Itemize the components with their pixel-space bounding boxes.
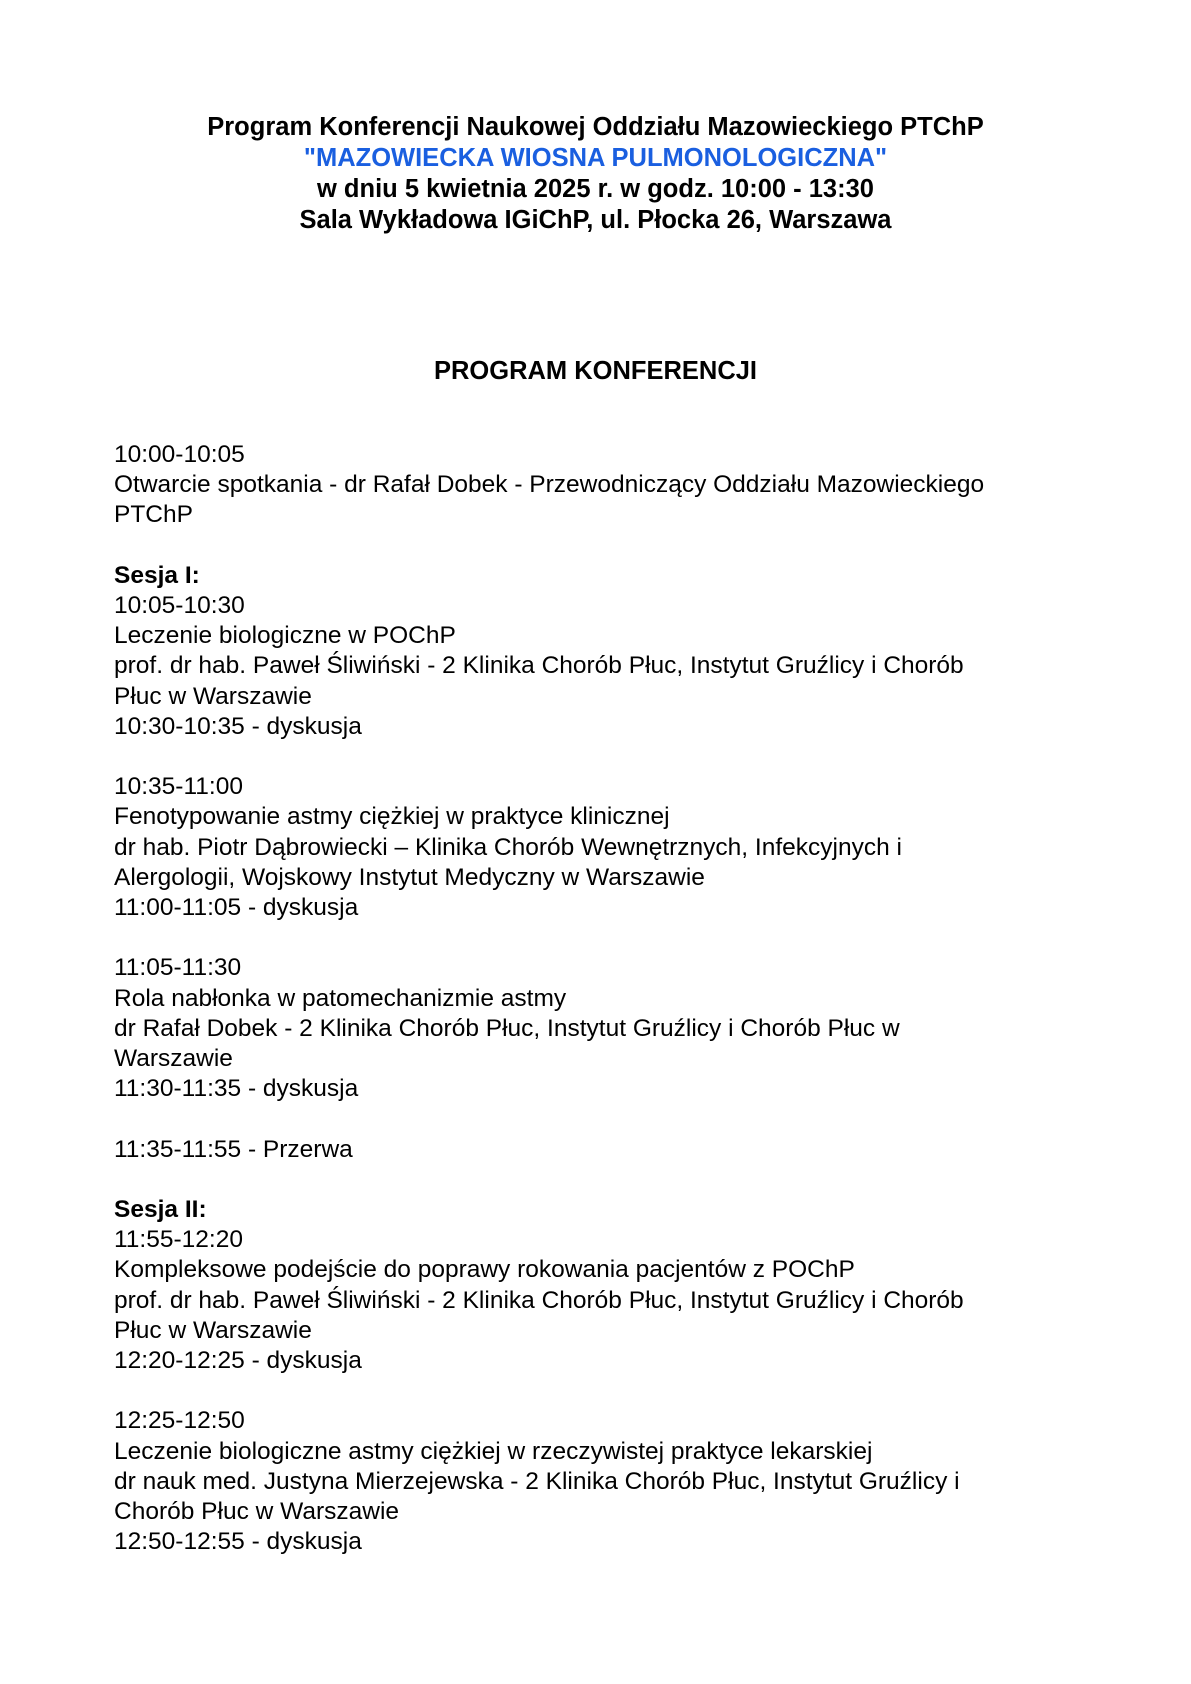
talk-speaker: dr Rafał Dobek - 2 Klinika Chorób Płuc, Instytut Gruźlicy i Chorób Płuc w — [114, 1014, 900, 1042]
session2-label: Sesja II: — [114, 1196, 207, 1223]
session1-talk1 — [114, 561, 1074, 742]
document-header — [0, 112, 1191, 236]
talk-speaker-cont: Płuc w Warszawie — [114, 682, 312, 710]
talk-discussion: 11:00-11:05 - dyskusja — [114, 894, 359, 922]
session2-talk2 — [114, 1406, 1074, 1557]
conference-date: w dniu 5 kwietnia 2025 r. w godz. 10:00 - 13:30 — [317, 175, 874, 203]
break-text: 11:35-11:55 - Przerwa — [114, 1135, 353, 1163]
talk-title: Fenotypowanie astmy ciężkiej w praktyce klinicznej — [114, 803, 670, 831]
talk-discussion: 12:50-12:55 - dyskusja — [114, 1528, 362, 1556]
conference-venue: Sala Wykładowa IGiChP, ul. Płocka 26, Warszawa — [299, 206, 892, 234]
talk-speaker: prof. dr hab. Paweł Śliwiński - 2 Klinika Chorób Płuc, Instytut Gruźlicy i Chorób — [114, 1286, 964, 1314]
talk-title: Rola nabłonka w patomechanizmie astmy — [114, 984, 567, 1012]
opening-text-cont: PTChP — [114, 501, 193, 529]
section-title: PROGRAM KONFERENCJI — [433, 357, 758, 385]
talk-speaker-cont: Warszawie — [114, 1045, 233, 1073]
talk-discussion: 12:20-12:25 - dyskusja — [114, 1347, 362, 1375]
talk-time: 10:35-11:00 — [114, 773, 243, 801]
opening-text: Otwarcie spotkania - dr Rafał Dobek - Przewodniczący Oddziału Mazowieckiego — [114, 471, 985, 499]
header-title: Program Konferencji Naukowej Oddziału Mazowieckiego PTChP — [207, 113, 984, 141]
talk-speaker: dr hab. Piotr Dąbrowiecki – Klinika Chorób Wewnętrznych, Infekcyjnych i — [114, 833, 902, 861]
talk-time: 10:05-10:30 — [114, 592, 245, 619]
opening-time: 10:00-10:05 — [114, 441, 245, 468]
talk-time: 11:55-12:20 — [114, 1226, 243, 1254]
session1-talk3 — [114, 953, 1074, 1104]
conference-name: "MAZOWIECKA WIOSNA PULMONOLOGICZNA" — [303, 144, 888, 172]
talk-time: 12:25-12:50 — [114, 1407, 245, 1435]
talk-discussion: 10:30-10:35 - dyskusja — [114, 712, 362, 740]
talk-speaker-cont: Chorób Płuc w Warszawie — [114, 1498, 400, 1526]
talk-title: Kompleksowe podejście do poprawy rokowania pacjentów z POChP — [114, 1256, 855, 1284]
talk-speaker-cont: Alergologii, Wojskowy Instytut Medyczny w Warszawie — [114, 863, 705, 891]
talk-title: Leczenie biologiczne w POChP — [114, 622, 456, 650]
talk-title: Leczenie biologiczne astmy ciężkiej w rzeczywistej praktyce lekarskiej — [114, 1437, 873, 1465]
break-block — [114, 1135, 1074, 1165]
opening-block — [114, 440, 1074, 531]
session2-talk1 — [114, 1195, 1074, 1376]
session1-label: Sesja I: — [114, 561, 200, 589]
talk-speaker: dr nauk med. Justyna Mierzejewska - 2 Klinika Chorób Płuc, Instytut Gruźlicy i — [114, 1467, 960, 1495]
talk-speaker: prof. dr hab. Paweł Śliwiński - 2 Klinika Chorób Płuc, Instytut Gruźlicy i Chorób — [114, 652, 964, 680]
talk-speaker-cont: Płuc w Warszawie — [114, 1316, 312, 1344]
talk-discussion: 11:30-11:35 - dyskusja — [114, 1075, 359, 1103]
talk-time: 11:05-11:30 — [114, 954, 242, 982]
session1-talk2 — [114, 772, 1074, 923]
program-content — [114, 440, 1074, 1588]
